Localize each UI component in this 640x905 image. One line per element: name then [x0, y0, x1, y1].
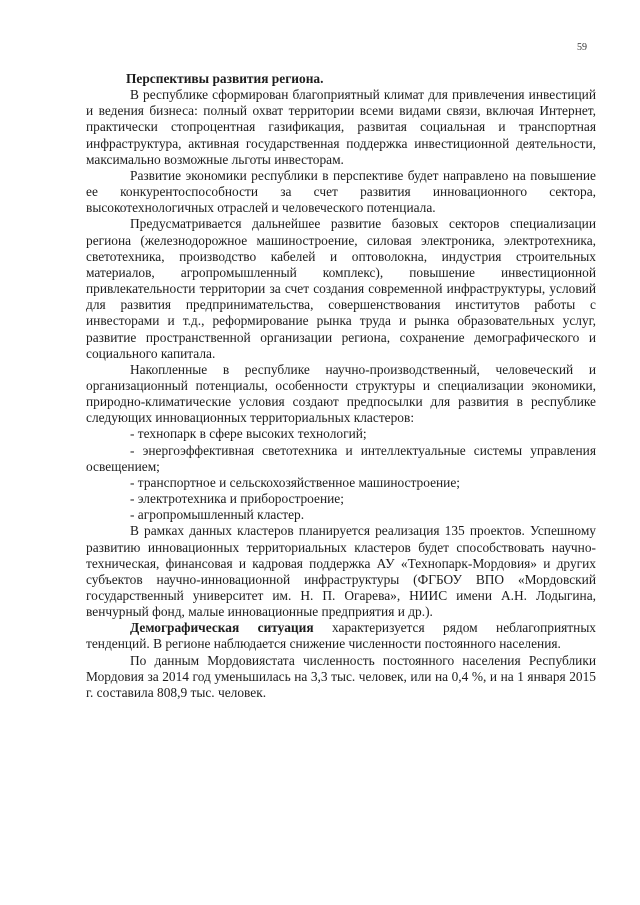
- demography-text: характеризуется рядом неблагоприятных тенденций. В регионе наблюдается снижение численности постоянного населения.: [86, 620, 597, 652]
- section-title: Перспективы развития региона.: [126, 71, 324, 86]
- paragraph-cluster-preconditions: Накопленные в республике научно-производственный, человеческий и организационный потенциалы, особенности структуры и специализации экономики, природно-климатические условия создают предпосылки для развития в республике следующих инновационных территориальных кластеров:: [86, 361, 596, 426]
- paragraph-population: По данным Мордовиястата численность постоянного населения Республики Мордовия за 2014 год уменьшилась на 3,3 тыс. человек, или на 0,4 %, и на 1 января 2015 г. составила 808,9 тыс. человек.: [86, 652, 596, 700]
- paragraph-demography: [86, 620, 596, 652]
- paragraph-projects: В рамках данных кластеров планируется реализация 135 проектов. Успешному развитию инновационных территориальных кластеров будет способствовать научно-техническая, финансовая и кадровая поддержка АУ «Технопарк-Мордовия» и других субъектов научно-инновационной инфраструктуры (ФГБОУ ВПО «Мордовский государственный университет им. Н. П. Огарева», НИИС имени А.Н. Лодыгина, венчурный фонд, малые инновационные предприятия и др.).: [86, 523, 596, 620]
- page-content: [86, 71, 596, 701]
- paragraph-base-sectors: Предусматривается дальнейшее развитие базовых секторов специализации региона (железнодорожное машиностроение, силовая электроника, электротехника, светотехника, производство кабелей и оптоволокна, индустрия строительных материалов, агропромышленный комплекс), повышение инвестиционной привлекательности территории за счет создания современной инфраструктуры, условий для развития предпринимательства, совершенствования институтов работы с инвесторами и т.д., реформирование рынка труда и рынка образовательных услуг, развитие пространственной организации региона, сохранение демографического и социального капитала.: [86, 216, 596, 361]
- page-number: 59: [577, 42, 587, 53]
- paragraph-investment-climate: В республике сформирован благоприятный климат для привлечения инвестиций и ведения бизнеса: полный охват территории всеми видами связи, включая Интернет, практически стопроцентная газификация, развитая социальная и транспортная инфраструктура, активная государственная поддержка инвестиционной деятельности, максимально возможные льготы инвесторам.: [86, 87, 596, 167]
- cluster-list-item: - транспортное и сельскохозяйственное машиностроение;: [130, 474, 461, 490]
- demography-heading: Демографическая ситуация: [130, 620, 314, 636]
- cluster-list-item: - агропромышленный кластер.: [130, 507, 305, 523]
- cluster-list-item: - энергоэффективная светотехника и интеллектуальные системы управления освещением;: [86, 442, 596, 474]
- paragraph-economy-development: Развитие экономики республики в перспективе будет направлено на повышение ее конкурентоспособности за счет развития инновационного сектора, высокотехнологичных отраслей и человеческого потенциала.: [86, 167, 596, 216]
- cluster-list-item: - электротехника и приборостроение;: [130, 491, 344, 507]
- cluster-list-item: - технопарк в сфере высоких технологий;: [130, 426, 367, 442]
